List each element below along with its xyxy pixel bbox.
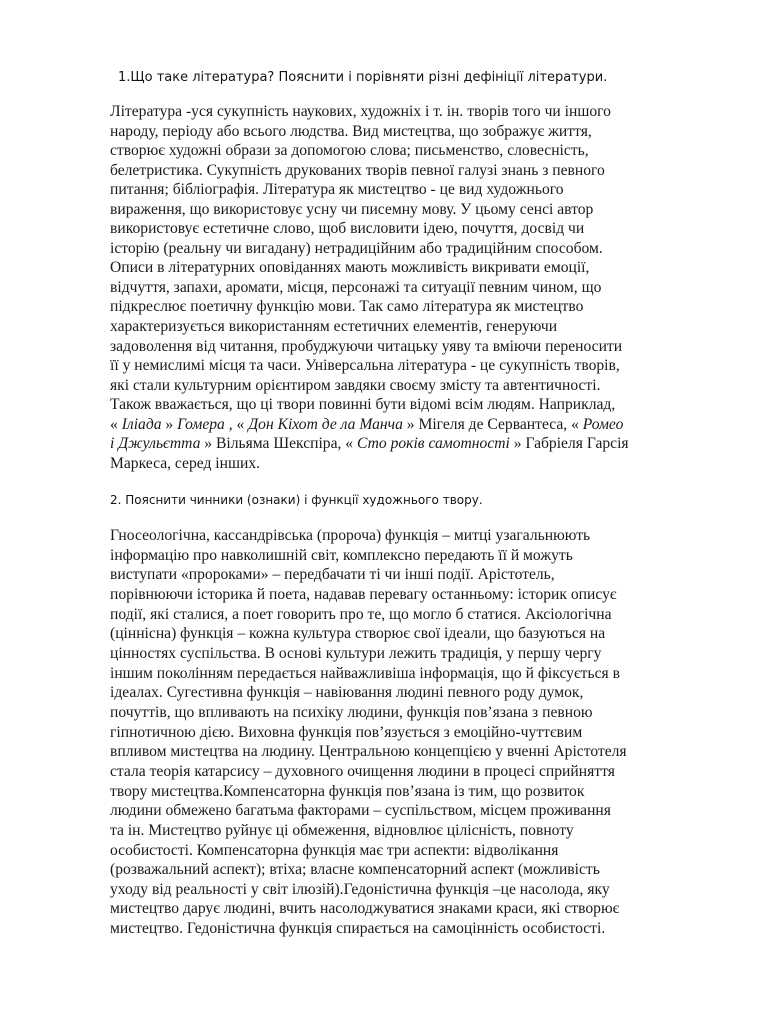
answer-2-line: виступати «пророками» – передбачати ті чи інші події. Арістотель,	[110, 566, 555, 584]
quote-mark: «	[110, 415, 122, 433]
answer-2-line: особистості. Компенсаторна функція має три аспекти: відволікання	[110, 841, 559, 859]
work-title: Сто років самотності	[357, 435, 510, 453]
example-line-1	[110, 415, 629, 435]
question-2-heading: 2. Пояснити чинники (ознаки) і функції художнього твору.	[110, 493, 483, 507]
answer-1-line: Описи в літературних оповіданнях мають можливість викривати емоції,	[110, 259, 590, 277]
quote-mark: , «	[224, 415, 249, 433]
author-name: Гомера	[177, 415, 225, 433]
work-title: Дон Кіхот де ла Манча	[248, 415, 403, 433]
answer-1-line: створює художні образи за допомогою слова; письменство, словесність,	[110, 142, 589, 160]
answer-1-line: задоволення від читання, пробуджуючи читацьку уяву та вміючи переносити	[110, 337, 623, 355]
answer-1-line: підкреслює поетичну функцію мови. Так само література як мистецтво	[110, 298, 584, 316]
answer-1-line: Література -уся сукупність наукових, художніх і т. ін. творів того чи іншого	[110, 103, 611, 120]
answer-1-line: питання; бібліографія. Література як мистецтво - це вид художнього	[110, 181, 564, 199]
answer-2-line: Гносеологічна, кассандрівська (пророча) функція – митці узагальнюють	[110, 527, 591, 544]
answer-2-line: порівнюючи історика й поета, надавав перевагу останньому: історик описує	[110, 585, 617, 603]
answer-1-line: характеризується використанням естетичних елементів, генеруючи	[110, 318, 558, 336]
answer-1-line: Також вважається, що ці твори повинні бути відомі всім людям. Наприклад,	[110, 396, 616, 414]
answer-2-line: стала теорія катарсису – духовного очищення людини в процесі сприйняття	[110, 762, 615, 780]
answer-2-line: мистецтво дарує людині, вчить насолоджуватися знаками краси, які створює	[110, 900, 620, 918]
answer-2-line: уходу від реальності у світ ілюзій).Гедоністична функція –це насолода, яку	[110, 880, 610, 898]
answer-2-line: (розважальний аспект); втіха; власне компенсаторний аспект (можливість	[110, 861, 600, 879]
answer-2-line: ідеалах. Сугестивна функція – навіювання людині певного роду думок,	[110, 684, 584, 702]
answer-1-paragraph	[110, 102, 629, 473]
answer-1-line: белетристика. Сукупність друкованих творів певної галузі знань з певного	[110, 161, 605, 179]
answer-1-line: історію (реальну чи вигадану) нетрадиційним або традиційним способом.	[110, 239, 603, 257]
answer-2-line: людини обмежено багатьма факторами – суспільством, місцем проживання	[110, 802, 611, 820]
answer-2-line: іншим поколінням передається найважливіша інформація, що й фіксується в	[110, 664, 620, 682]
answer-2-line: почуттів, що впливають на психіку людини, функція пов’язана з певною	[110, 703, 593, 721]
author-name: » Габріеля Гарсія	[509, 435, 629, 453]
question-1-heading: 1.Що таке література? Пояснити і порівняти різні дефініції літератури.	[118, 70, 608, 85]
answer-2-line: мистецтво. Гедоністична функція спирається на самоцінність особистості.	[110, 920, 606, 938]
answer-2-line: твору мистецтва.Компенсаторна функція пов’язана із тим, що розвиток	[110, 782, 585, 800]
example-line-2	[110, 434, 629, 454]
answer-1-line: які стали культурним орієнтиром завдяки своєму змісту та автентичності.	[110, 376, 601, 394]
answer-1-line: відчуття, запахи, аромати, місця, персонажі та ситуації певним чином, що	[110, 278, 602, 296]
answer-2-line: гіпнотичною дією. Виховна функція пов’язується з емоційно-чуттєвим	[110, 723, 583, 741]
work-title: Іліада	[121, 415, 162, 433]
answer-2-line: інформацію про навколишній світ, комплексно передають її й можуть	[110, 546, 573, 564]
work-title: і Джульєтта	[110, 435, 201, 453]
answer-2-line: впливом мистецтва на людину. Центральною концепцією у вченні Арістотеля	[110, 743, 627, 761]
answer-1-line: її у немислимі місця та часи. Універсальна література - це сукупність творів,	[110, 357, 620, 375]
answer-2-line: цінностях суспільства. В основі культури лежить традиція, у першу чергу	[110, 644, 602, 662]
answer-2-line: (ціннісна) функція – кожна культура створює свої ідеали, що базуються на	[110, 625, 606, 643]
answer-1-line: використовує естетичне слово, щоб висловити ідею, почуття, досвід чи	[110, 220, 585, 238]
answer-2-paragraph	[110, 526, 627, 939]
answer-2-line: та ін. Мистецтво руйнує ці обмеження, відновлює цілісність, повноту	[110, 821, 574, 839]
quote-mark: »	[161, 415, 178, 433]
answer-2-line: події, які сталися, а поет говорить про те, що могло б статися. Аксіологічна	[110, 605, 612, 623]
answer-1-line: вираження, що використовує усну чи писемну мову. У цьому сенсі автор	[110, 200, 594, 218]
example-line-3: Маркеса, серед інших.	[110, 454, 261, 472]
author-name: » Мігеля де Сервантеса, «	[402, 415, 583, 433]
author-name: » Вільяма Шекспіра, «	[200, 435, 357, 453]
work-title: Ромео	[582, 415, 624, 433]
answer-1-line: народу, періоду або всього людства. Вид мистецтва, що зображує життя,	[110, 122, 592, 140]
